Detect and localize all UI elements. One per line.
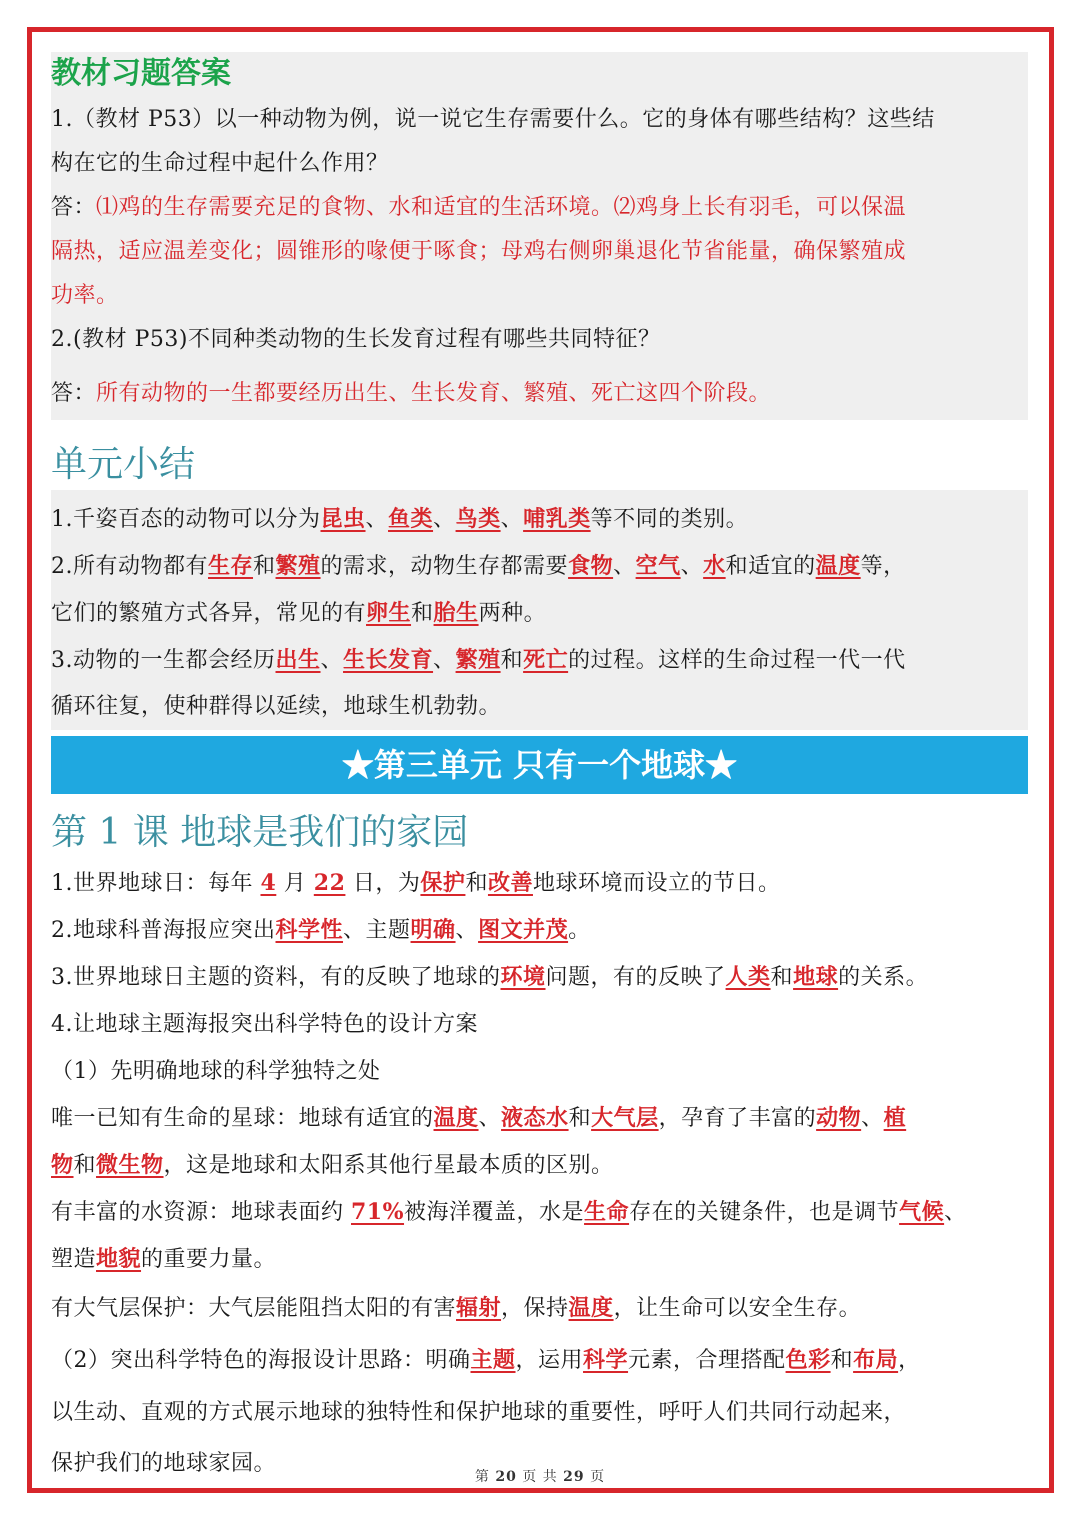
- keyword: 明确: [410, 917, 456, 943]
- text: 和: [465, 871, 488, 896]
- keyword: 液态水: [501, 1105, 569, 1131]
- keyword: 4: [260, 870, 277, 896]
- text: 、: [478, 1106, 502, 1131]
- text: 、: [455, 918, 479, 943]
- answer-1-line-1: [51, 186, 1028, 230]
- keyword: 昆虫: [320, 506, 366, 532]
- summary-point-2-line-1: [51, 543, 1028, 590]
- keyword: 鸟类: [455, 506, 501, 532]
- keyword: 辐射: [456, 1295, 502, 1321]
- keyword: 动物: [816, 1105, 862, 1131]
- unit-summary-section: [51, 490, 1028, 730]
- text: 等，: [860, 554, 906, 579]
- keyword: 科学: [583, 1347, 629, 1373]
- text: 、: [861, 1106, 884, 1131]
- lesson-title: 第 1 课 地球是我们的家园: [51, 812, 469, 853]
- keyword: 微生物: [96, 1152, 164, 1178]
- text: ，孕育了丰富的: [658, 1106, 817, 1131]
- answer-2-text: 所有动物的一生都要经历出生、生长发育、繁殖、死亡这四个阶段。: [96, 381, 772, 406]
- summary-point-2-line-2: [51, 590, 1028, 637]
- text: 、主题: [343, 918, 411, 943]
- keyword: 卵生: [366, 600, 412, 626]
- page-footer: [0, 1466, 1080, 1486]
- summary-point-1: [51, 496, 1028, 543]
- keyword: 保护: [420, 870, 466, 896]
- keyword: 温度: [568, 1295, 614, 1321]
- keyword: 生存: [208, 553, 254, 579]
- keyword: 22: [313, 870, 346, 896]
- text: ，让生命可以安全生存。: [613, 1296, 862, 1321]
- lesson-subpoint-1: （1）先明确地球的科学独特之处: [51, 1059, 381, 1084]
- keyword: 图文并茂: [478, 917, 569, 943]
- text: 问题，有的反映了: [545, 965, 726, 990]
- text: 1.世界地球日：每年: [51, 871, 261, 896]
- text: 2.地球科普海报应突出: [51, 918, 276, 943]
- text: 、: [365, 507, 389, 532]
- text: 被海洋覆盖，水是: [404, 1200, 585, 1225]
- text: 唯一已知有生命的星球：地球有适宜的: [51, 1106, 434, 1131]
- text: 日，为: [345, 871, 421, 896]
- text: 元素，合理搭配: [628, 1348, 786, 1373]
- text: 地球环境而设立的节日。: [532, 871, 781, 896]
- text: 它们的繁殖方式各异，常见的有: [51, 601, 367, 626]
- lesson-point-2: [51, 907, 1028, 954]
- answer-1-line-2: 隔热，适应温差变化；圆锥形的喙便于啄食；母鸡右侧卵巢退化节省能量，确保繁殖成: [51, 239, 907, 264]
- text: 和: [770, 965, 794, 990]
- text: 和: [500, 648, 524, 673]
- unique-planet-line-1: [51, 1095, 1028, 1142]
- keyword: 温度: [815, 553, 861, 579]
- text: 和: [568, 1106, 592, 1131]
- textbook-answers-heading: 教材习题答案: [51, 56, 231, 91]
- keyword: 地球: [793, 964, 839, 990]
- text: 3.动物的一生都会经历: [51, 648, 276, 673]
- keyword: 改善: [487, 870, 533, 896]
- question-1-line-2: 构在它的生命过程中起什么作用？: [51, 151, 389, 176]
- text: ，: [898, 1348, 921, 1373]
- text: 有大气层保护：大气层能阻挡太阳的有害: [51, 1296, 457, 1321]
- lesson-point-4: 4.让地球主题海报突出科学特色的设计方案: [51, 1012, 478, 1037]
- answer-1-text: ⑴鸡的生存需要充足的食物、水和适宜的生活环境。⑵鸡身上长有羽毛，可以保温: [96, 195, 907, 220]
- text: 的需求，动物生存都需要: [320, 554, 569, 579]
- text: 2.所有动物都有: [51, 554, 208, 579]
- poster-design-line-2: 以生动、直观的方式展示地球的独特性和保护地球的重要性，呼吁人们共同行动起来，: [51, 1400, 907, 1425]
- text: 。: [568, 918, 591, 943]
- lesson-point-1: [51, 860, 1028, 907]
- text: 和适宜的: [725, 554, 816, 579]
- text: 的过程。这样的生命过程一代一代: [568, 648, 906, 673]
- text: 有丰富的水资源：地球表面约: [51, 1200, 351, 1225]
- unit-banner: ★第三单元 只有一个地球★: [51, 736, 1028, 794]
- text: 和: [73, 1153, 97, 1178]
- poster-design-line-1: [51, 1334, 1028, 1387]
- footer-text: 页: [590, 1469, 606, 1485]
- keyword: 色彩: [785, 1347, 831, 1373]
- question-2: 2.(教材 P53)不同种类动物的生长发育过程有哪些共同特征？: [51, 327, 661, 352]
- keyword: 繁殖: [275, 553, 321, 579]
- atmosphere-line: [51, 1283, 1028, 1334]
- keyword: 布局: [853, 1347, 899, 1373]
- poster-design-line-3: 保护我们的地球家园。: [51, 1451, 277, 1476]
- text: 和: [253, 554, 276, 579]
- text: 、: [613, 554, 636, 579]
- keyword: 环境: [500, 964, 546, 990]
- water-resource-line-1: [51, 1189, 1028, 1236]
- text: 和: [411, 601, 434, 626]
- keyword: 温度: [433, 1105, 479, 1131]
- lesson-point-3: [51, 954, 1028, 1001]
- text: 、: [944, 1200, 967, 1225]
- keyword: 出生: [275, 647, 321, 673]
- keyword: 植: [883, 1105, 907, 1131]
- text: 存在的关键条件，也是调节: [629, 1200, 900, 1225]
- keyword: 哺乳类: [523, 506, 591, 532]
- summary-point-3-line-1: [51, 637, 1028, 684]
- text: 、: [433, 648, 456, 673]
- text: 、: [500, 507, 524, 532]
- page-total: 29: [563, 1469, 585, 1485]
- text: 3.世界地球日主题的资料，有的反映了地球的: [51, 965, 501, 990]
- keyword: 水: [703, 553, 726, 579]
- keyword: 鱼类: [388, 506, 434, 532]
- page-number: 20: [495, 1469, 517, 1485]
- text: 的重要力量。: [141, 1247, 277, 1272]
- keyword: 地貌: [96, 1246, 142, 1272]
- keyword: 气候: [899, 1199, 945, 1225]
- keyword: 人类: [725, 964, 771, 990]
- answer-prefix: 答：: [51, 195, 97, 220]
- text: 的关系。: [838, 965, 929, 990]
- keyword: 繁殖: [455, 647, 501, 673]
- question-1-line-1: 1.（教材 P53）以一种动物为例，说一说它生存需要什么。它的身体有哪些结构？这些结: [51, 107, 935, 132]
- keyword: 生长发育: [343, 647, 434, 673]
- answer-2: [51, 362, 1028, 420]
- footer-text: 第: [474, 1469, 490, 1485]
- water-resource-line-2: [51, 1236, 1028, 1283]
- text: ，保持: [501, 1296, 569, 1321]
- unit-summary-heading: 单元小结: [51, 444, 196, 485]
- keyword: 物: [51, 1152, 74, 1178]
- keyword: 科学性: [275, 917, 344, 943]
- footer-text: 页 共: [522, 1469, 558, 1485]
- keyword: 空气: [635, 553, 681, 579]
- keyword: 胎生: [433, 600, 479, 626]
- text: 两种。: [478, 601, 547, 626]
- keyword: 71%: [351, 1199, 405, 1225]
- text: （2）突出科学特色的海报设计思路：明确: [51, 1348, 471, 1373]
- text: ，这是地球和太阳系其他行星最本质的区别。: [163, 1153, 614, 1178]
- text: 月: [276, 871, 314, 896]
- keyword: 食物: [568, 553, 614, 579]
- unique-planet-line-2: [51, 1142, 1028, 1189]
- answer-prefix: 答：: [51, 381, 97, 406]
- page-content: [51, 52, 1028, 1489]
- text: 和: [830, 1348, 854, 1373]
- text: 等不同的类别。: [590, 507, 749, 532]
- text: 、: [680, 554, 704, 579]
- text: 、: [433, 507, 456, 532]
- answer-1-line-3: 功率。: [51, 283, 119, 308]
- keyword: 死亡: [523, 647, 569, 673]
- text: ，运用: [515, 1348, 584, 1373]
- textbook-answers-section: [51, 52, 1028, 420]
- keyword: 主题: [470, 1347, 516, 1373]
- keyword: 生命: [584, 1199, 630, 1225]
- text: 1.千姿百态的动物可以分为: [51, 507, 321, 532]
- text: 、: [320, 648, 344, 673]
- text: 塑造: [51, 1247, 97, 1272]
- summary-point-3-line-2: 循环往复，使种群得以延续，地球生机勃勃。: [51, 694, 502, 719]
- keyword: 大气层: [591, 1105, 659, 1131]
